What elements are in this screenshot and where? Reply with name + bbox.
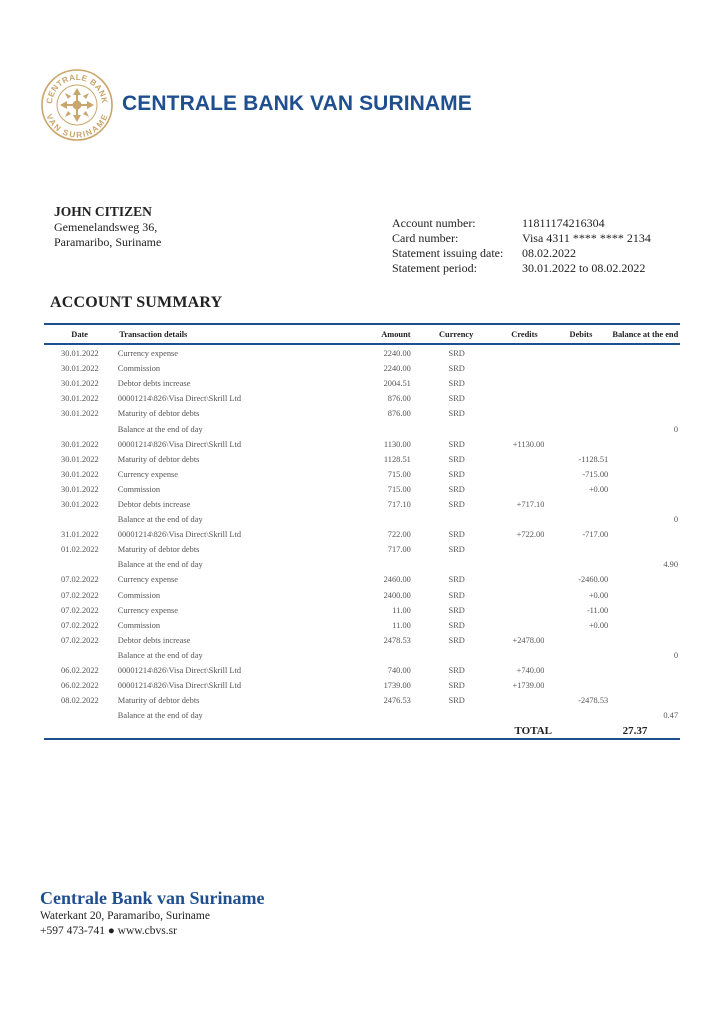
account-number-label: Account number: [392,216,476,230]
table-row [44,361,680,376]
cell-currency: SRD [448,454,465,464]
cell-date: 30.01.2022 [61,469,99,479]
cell-details: Balance at the end of day [117,560,203,570]
footer-bank-name: Centrale Bank van Suriname [40,888,265,908]
cell-currency: SRD [448,545,465,555]
cell-date: 30.01.2022 [61,454,99,464]
cell-currency: SRD [448,409,465,419]
table-row [44,678,680,693]
cell-currency: SRD [448,379,465,389]
cell-debit: -11.00 [586,605,609,615]
table-row [44,693,680,708]
cell-date: 30.01.2022 [61,484,99,494]
transactions-table [44,323,680,740]
cell-date: 30.01.2022 [61,379,99,389]
cell-currency: SRD [448,349,465,359]
cell-date: 30.01.2022 [61,499,99,509]
issue-date-row [392,246,651,261]
cell-currency: SRD [448,605,465,615]
table-row [44,588,680,603]
table-row [44,618,680,633]
card-number-row [392,231,651,246]
cell-credit: +740.00 [516,666,545,676]
table-row [44,376,680,391]
card-number-value: Visa 4311 **** **** 2134 [522,231,651,245]
cell-details: Currency expense [117,605,178,615]
footer-contact: +597 473-741 ● www.cbvs.sr [40,925,177,937]
cell-currency: SRD [448,696,465,706]
header-debits: Debits [569,329,593,339]
cell-date: 07.02.2022 [61,575,99,585]
cell-details: Maturity of debtor debts [117,409,200,419]
table-row [44,482,680,497]
cell-amount: 722.00 [387,530,411,540]
customer-address-line1: Gemenelandsweg 36, [54,220,158,234]
cell-currency: SRD [448,469,465,479]
table-bottom-rule [44,738,680,740]
table-row [44,346,680,361]
card-number-label: Card number: [392,231,459,245]
account-number-row [392,216,651,231]
cell-debit: +0.00 [588,484,609,494]
cell-debit: +0.00 [588,590,609,600]
cell-currency: SRD [448,530,465,540]
cell-currency: SRD [448,635,465,645]
cell-amount: 2004.51 [383,379,411,389]
customer-name: JOHN CITIZEN [54,204,152,219]
cell-details: Balance at the end of day [117,515,203,525]
cell-credit: +717.10 [516,499,545,509]
cell-details: Commission [117,364,161,374]
statement-period-row [392,261,651,276]
table-row [44,406,680,421]
table-row [44,663,680,678]
cell-currency: SRD [448,590,465,600]
cell-amount: 1130.00 [383,439,411,449]
issue-date-value: 08.02.2022 [522,246,576,260]
bank-seal-logo [40,68,114,142]
header-details: Transaction details [119,329,188,339]
cell-date: 01.02.2022 [61,545,99,555]
cell-date: 06.02.2022 [61,666,99,676]
cell-amount: 717.00 [387,545,411,555]
cell-credit: +722.00 [516,530,545,540]
statement-period-value: 30.01.2022 to 08.02.2022 [522,261,646,275]
table-row [44,648,680,663]
cell-debit: -2478.53 [578,696,609,706]
customer-address-line2: Paramaribo, Suriname [54,235,162,249]
bank-title: CENTRALE BANK VAN SURINAME [122,92,472,115]
cell-balance: 0 [673,650,679,660]
customer-block [54,204,161,250]
table-row [44,708,680,723]
table-header [44,325,680,343]
cell-date: 30.01.2022 [61,394,99,404]
cell-debit: +0.00 [588,620,609,630]
table-row [44,497,680,512]
cell-details: Maturity of debtor debts [117,696,200,706]
cell-currency: SRD [448,439,465,449]
cell-debit: -717.00 [582,530,609,540]
header-amount: Amount [381,329,411,339]
table-row [44,467,680,482]
cell-amount: 1739.00 [383,681,411,691]
cell-amount: 2478.53 [383,635,411,645]
cell-details: Debtor debts increase [117,379,191,389]
cell-currency: SRD [448,575,465,585]
table-row [44,572,680,587]
cell-credit: +2478.00 [512,635,545,645]
cell-amount: 2476.53 [383,696,411,706]
table-row [44,633,680,648]
cell-currency: SRD [448,484,465,494]
cell-date: 06.02.2022 [61,681,99,691]
account-number-value: 11811174216304 [522,216,605,230]
statement-period-label: Statement period: [392,261,477,275]
seal-text-bottom: VAN SURINAME [44,112,110,140]
table-row [44,557,680,572]
cell-details: 00001214\826\Visa Direct\Skrill Ltd [117,439,242,449]
cell-amount: 717.10 [387,499,411,509]
cell-currency: SRD [448,394,465,404]
cell-amount: 2400.00 [383,590,411,600]
cell-details: Commission [117,620,161,630]
header-date: Date [71,329,89,339]
cell-balance: 0 [673,515,679,525]
cell-date: 31.01.2022 [61,530,99,540]
cell-debit: -1128.51 [578,454,609,464]
cell-details: Currency expense [117,469,178,479]
cell-date: 07.02.2022 [61,635,99,645]
cell-date: 08.02.2022 [61,696,99,706]
total-label: TOTAL [514,724,552,737]
total-row [44,723,680,738]
cell-details: Currency expense [117,349,178,359]
cell-date: 07.02.2022 [61,590,99,600]
cell-amount: 1128.51 [383,454,411,464]
cell-date: 30.01.2022 [61,349,99,359]
cell-balance: 4.90 [663,560,679,570]
cell-credit: +1739.00 [512,681,545,691]
table-row [44,542,680,557]
table-row [44,421,680,436]
table-body [44,345,680,738]
cell-amount: 2460.00 [383,575,411,585]
cell-date: 30.01.2022 [61,364,99,374]
account-info [392,216,651,276]
cell-amount: 715.00 [387,469,411,479]
header-balance: Balance at the end [612,329,679,339]
cell-details: 00001214\826\Visa Direct\Skrill Ltd [117,666,242,676]
seal-text-top: CENTRALE BANK [44,72,110,105]
cell-details: 00001214\826\Visa Direct\Skrill Ltd [117,530,242,540]
footer-address: Waterkant 20, Paramaribo, Suriname [40,910,210,922]
cell-date: 07.02.2022 [61,620,99,630]
cell-details: Balance at the end of day [117,711,203,721]
cell-debit: -715.00 [582,469,609,479]
cell-balance: 0 [673,424,679,434]
table-row [44,452,680,467]
cell-details: Maturity of debtor debts [117,545,200,555]
cell-currency: SRD [448,620,465,630]
cell-currency: SRD [448,364,465,374]
cell-debit: -2460.00 [578,575,609,585]
table-row [44,527,680,542]
table-row [44,391,680,406]
cell-amount: 2240.00 [383,364,411,374]
cell-amount: 11.00 [392,605,411,615]
cell-balance: 0.47 [663,711,679,721]
table-row [44,603,680,618]
cell-amount: 876.00 [387,409,411,419]
seal-emblem-icon [60,88,94,122]
cell-details: Balance at the end of day [117,424,203,434]
table-row [44,437,680,452]
total-value: 27.37 [622,724,648,737]
header-currency: Currency [438,329,474,339]
cell-details: Debtor debts increase [117,635,191,645]
issue-date-label: Statement issuing date: [392,246,504,260]
cell-details: Commission [117,484,161,494]
cell-amount: 715.00 [387,484,411,494]
cell-currency: SRD [448,499,465,509]
summary-title: ACCOUNT SUMMARY [50,294,223,311]
cell-credit: +1130.00 [512,439,545,449]
cell-amount: 876.00 [387,394,411,404]
cell-amount: 2240.00 [383,349,411,359]
cell-date: 30.01.2022 [61,439,99,449]
cell-details: Currency expense [117,575,178,585]
cell-amount: 740.00 [387,666,411,676]
cell-date: 07.02.2022 [61,605,99,615]
cell-details: 00001214\826\Visa Direct\Skrill Ltd [117,394,242,404]
cell-details: Commission [117,590,161,600]
footer [40,888,265,939]
cell-details: Balance at the end of day [117,650,203,660]
cell-amount: 11.00 [392,620,411,630]
cell-details: Maturity of debtor debts [117,454,200,464]
header-credits: Credits [511,329,538,339]
cell-currency: SRD [448,666,465,676]
cell-details: Debtor debts increase [117,499,191,509]
table-row [44,512,680,527]
cell-details: 00001214\826\Visa Direct\Skrill Ltd [117,681,242,691]
cell-currency: SRD [448,681,465,691]
cell-date: 30.01.2022 [61,409,99,419]
